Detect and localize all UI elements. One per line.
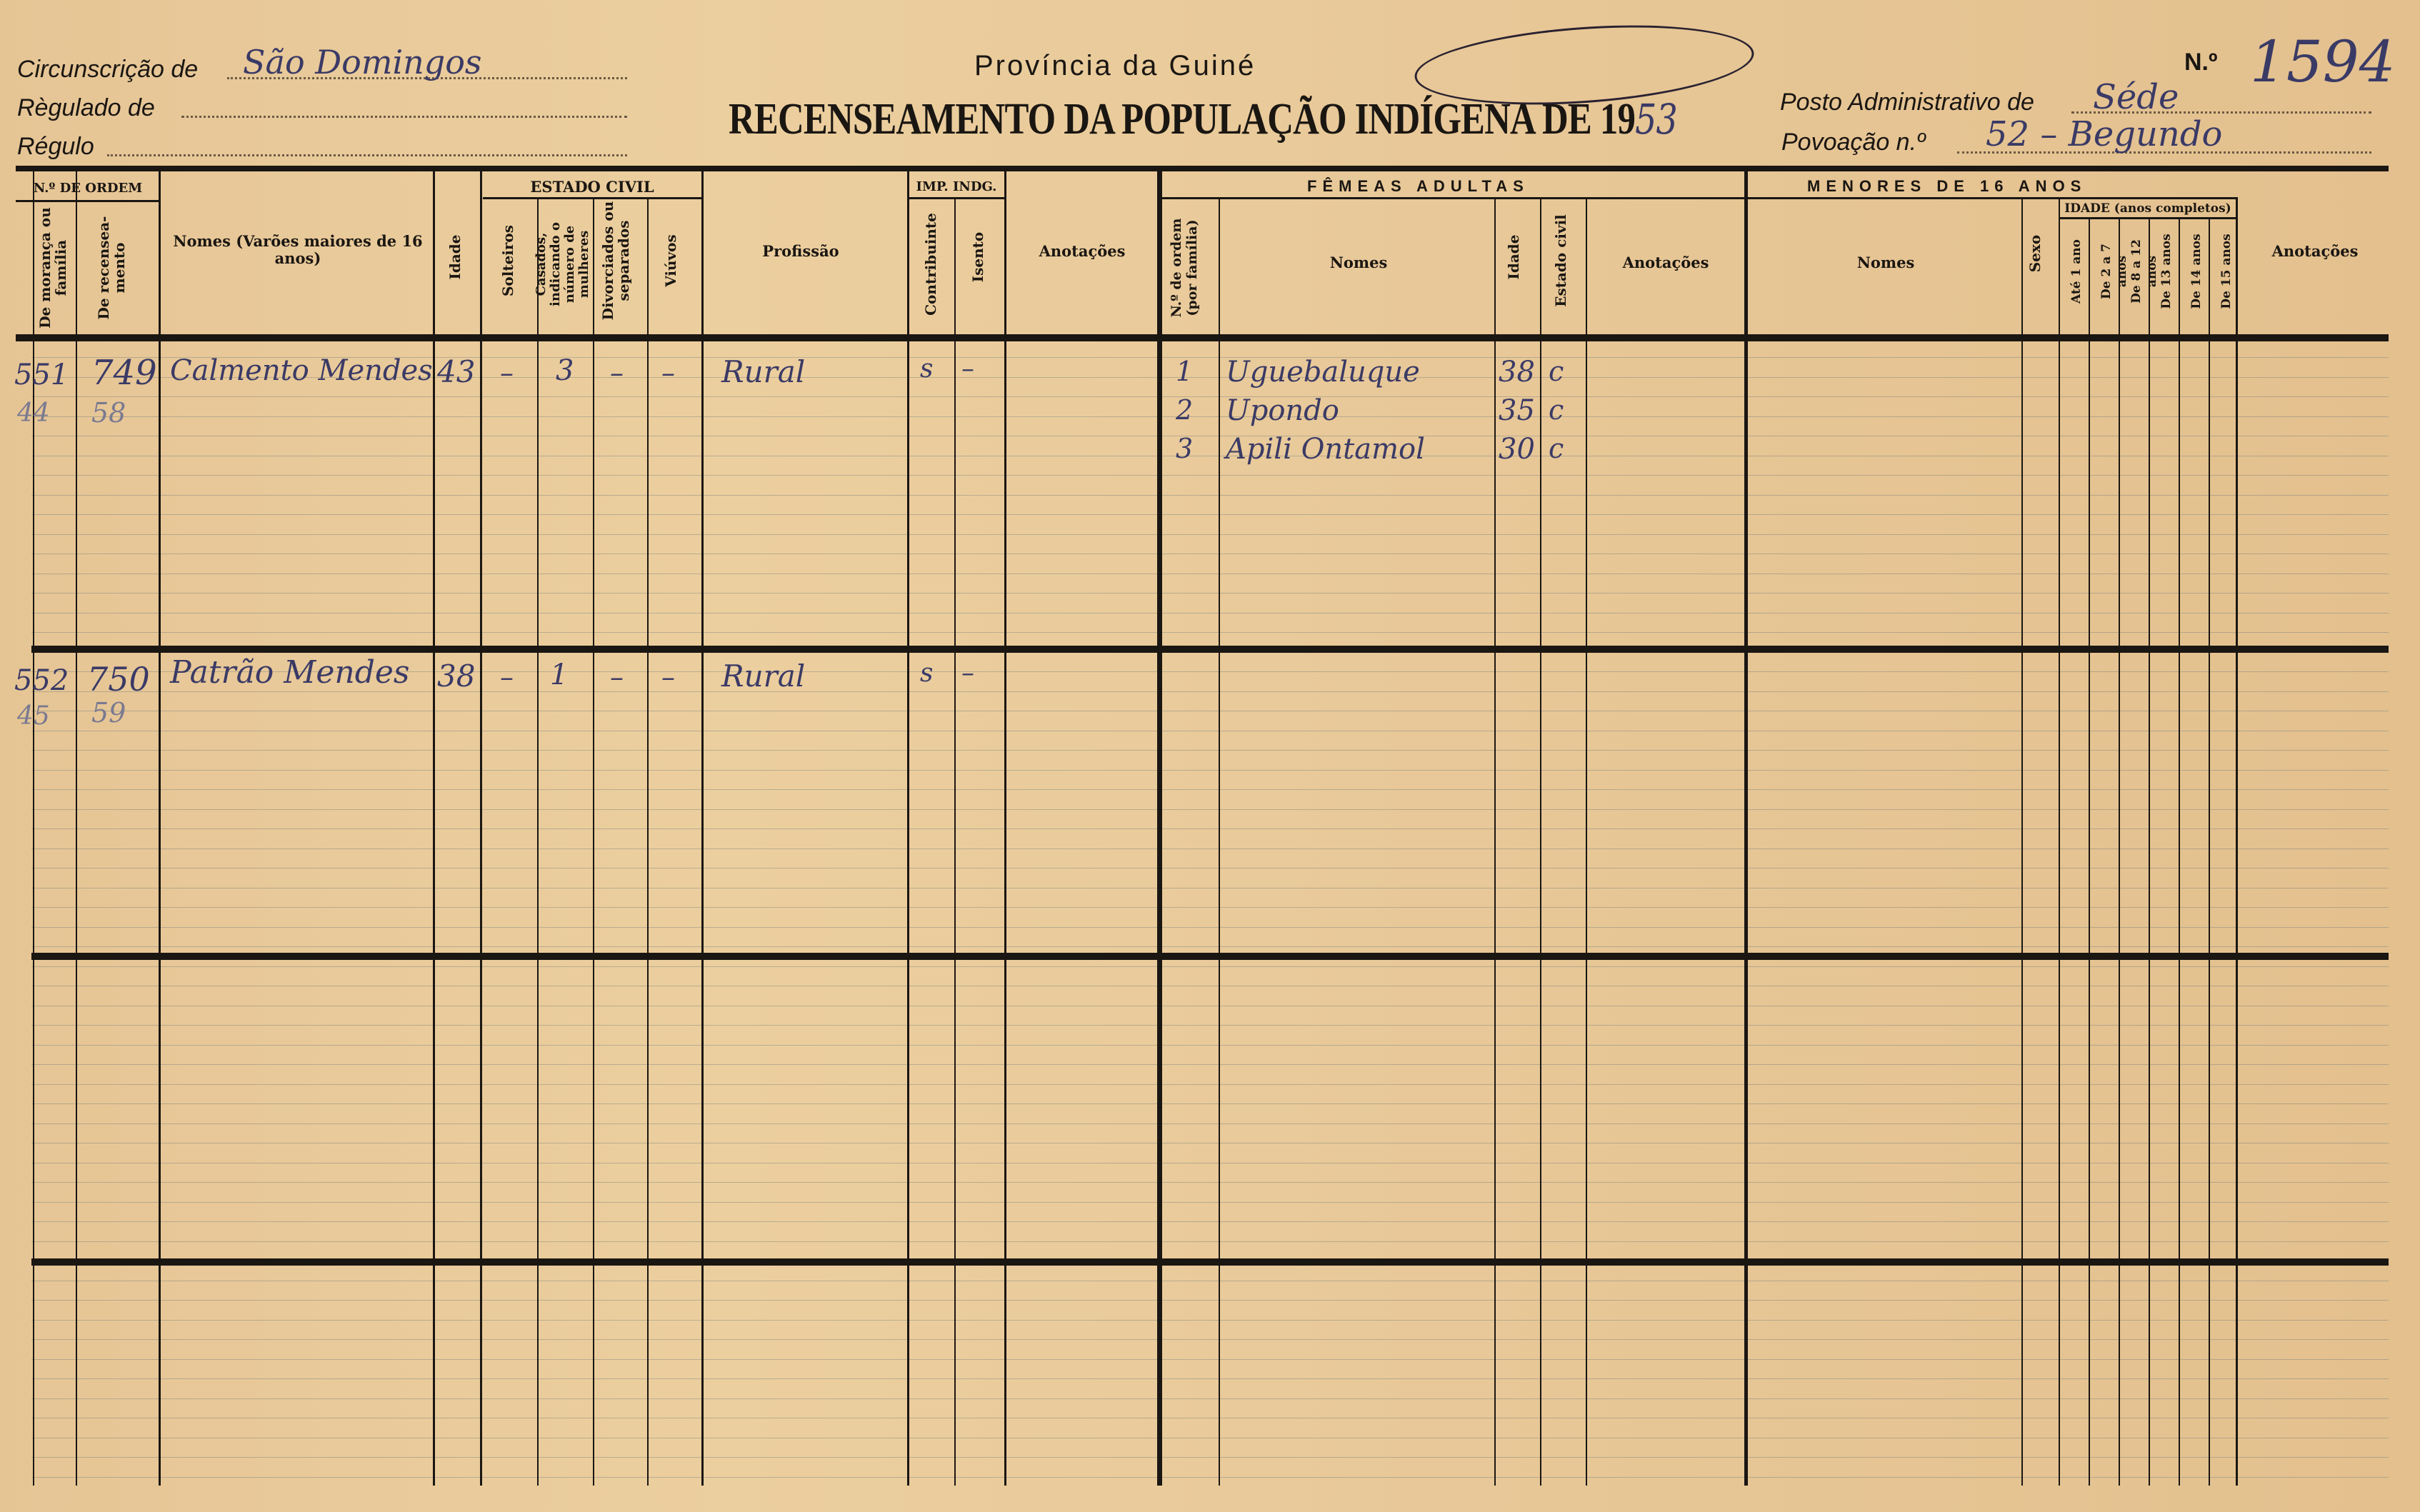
ruled-line: [31, 1378, 2389, 1379]
province-title: Província da Guiné: [974, 50, 1256, 81]
hdr-ate1: Até 1 ano: [2069, 239, 2084, 304]
solteiro-value: –: [500, 661, 514, 693]
male-age: 43: [437, 354, 476, 389]
ruled-line: [31, 593, 2389, 594]
imp-subline: [909, 197, 1004, 199]
column-line: [1219, 197, 1220, 1486]
ruled-line: [31, 1457, 2389, 1458]
ruled-line: [31, 1103, 2389, 1104]
female-name: Apili Ontamol: [1226, 433, 1425, 466]
ruled-line: [31, 1241, 2389, 1242]
female-civil-status: c: [1549, 433, 1564, 464]
hdr-estado-civil: ESTADO CIVIL: [530, 178, 654, 196]
column-line: [433, 169, 435, 1486]
hdr-recenseamento: De recensea-mento: [95, 216, 128, 320]
female-order: 1: [1176, 356, 1194, 387]
ruled-line: [31, 789, 2389, 790]
female-civil-status: c: [1549, 356, 1564, 387]
idade-subline: [2060, 217, 2236, 219]
female-civil-status: c: [1549, 394, 1564, 426]
female-age: 38: [1499, 356, 1535, 389]
hdr-solteiros: Solteiros: [499, 224, 516, 297]
column-line: [159, 169, 161, 1486]
column-line: [537, 197, 539, 1486]
ruled-line: [31, 1123, 2389, 1124]
ruled-line: [31, 534, 2389, 535]
hdr-contribuinte: Contribuinte: [922, 213, 939, 316]
ruled-line: [31, 770, 2389, 771]
ruled-line: [31, 1064, 2389, 1065]
female-age: 30: [1499, 433, 1535, 466]
regulado-label: Règulado de: [17, 94, 155, 121]
ruled-line: [31, 1320, 2389, 1321]
viuvos-value: –: [661, 357, 675, 389]
posto-value: Séde: [2093, 77, 2179, 117]
ruled-line: [31, 1084, 2389, 1085]
hdr-isento: Isento: [969, 231, 986, 283]
section-rule-3: [31, 1258, 2389, 1266]
column-line: [593, 197, 594, 1486]
female-order: 3: [1176, 433, 1194, 464]
femeas-subline: [1161, 197, 1744, 199]
column-line: [954, 197, 956, 1486]
column-line: [2089, 217, 2090, 1486]
recens-sub: 58: [91, 397, 126, 429]
recens-sub: 59: [91, 697, 126, 729]
header-bottom-rule: [16, 334, 2389, 341]
hdr-de8a12: De 8 a 12 anos: [2129, 239, 2159, 304]
ordem-subline: [16, 200, 159, 202]
ruled-line: [31, 1025, 2389, 1026]
circunscricao-label: Circunscrição de: [17, 56, 199, 83]
moranca-number: 551: [14, 359, 69, 391]
ruled-line: [31, 416, 2389, 417]
ruled-line: [31, 828, 2389, 829]
ruled-line: [31, 1202, 2389, 1203]
column-line: [76, 169, 77, 1486]
section-rule-1: [31, 646, 2389, 653]
moranca-sub: 45: [17, 701, 50, 731]
column-line: [2179, 217, 2180, 1486]
column-line: [2149, 217, 2150, 1486]
column-line: [907, 169, 909, 1486]
povoacao-label: Povoação n.º: [1781, 129, 1926, 156]
title-print: RECENSEAMENTO DA POPULAÇÃO INDÍGENA DE 19: [729, 95, 1636, 144]
ruled-line: [31, 1300, 2389, 1301]
column-line: [1744, 169, 1748, 1486]
male-name: Patrão Mendes: [170, 654, 410, 691]
regulo-label: Régulo: [17, 133, 94, 160]
hdr-femeas: FÊMEAS ADULTAS: [1307, 177, 1529, 195]
hdr-casados: Casados, indicando o número de mulheres: [534, 222, 591, 306]
ruled-line: [31, 495, 2389, 496]
female-order: 2: [1176, 394, 1194, 426]
column-line: [1586, 197, 1587, 1486]
ruled-line: [31, 632, 2389, 633]
hdr-idade: Idade: [446, 234, 464, 280]
column-line: [1157, 169, 1162, 1486]
isento-value: –: [961, 659, 974, 688]
column-line: [480, 169, 482, 1486]
ruled-line: [31, 396, 2389, 397]
hdr-ordem-familia: N.º de ordem (por família): [1169, 218, 1200, 318]
hdr-viuvos: Viúvos: [662, 234, 679, 287]
female-age: 35: [1499, 394, 1535, 427]
ruled-line: [31, 613, 2389, 614]
hdr-moranca: De morança ou família: [36, 207, 69, 329]
divorciados-value: –: [610, 357, 624, 389]
hdr-de13: De 13 anos: [2159, 234, 2174, 309]
hdr-nomes-varoes: Nomes (Varões maiores de 16 anos): [173, 232, 423, 267]
hdr-nomes-menores: Nomes: [1856, 254, 1915, 271]
column-line: [647, 197, 649, 1486]
ruled-line: [31, 848, 2389, 849]
male-name: Calmento Mendes: [170, 354, 433, 387]
title-year: 53: [1635, 95, 1677, 144]
hdr-imp: IMP. INDG.: [916, 179, 997, 194]
hdr-anotacoes-1: Anotações: [1039, 242, 1126, 260]
ruled-line: [31, 1398, 2389, 1399]
posto-label: Posto Administrativo de: [1780, 89, 2034, 116]
ruled-line: [31, 1477, 2389, 1478]
section-rule-2: [31, 953, 2389, 960]
hdr-nomes-femeas: Nomes: [1329, 254, 1388, 271]
column-line: [2119, 217, 2120, 1486]
column-line: [2059, 197, 2060, 1486]
ruled-line: [31, 514, 2389, 515]
female-name: Upondo: [1226, 394, 1339, 427]
regulado-dots: [181, 116, 627, 118]
moranca-sub: 44: [17, 399, 50, 428]
moranca-number: 552: [14, 664, 69, 697]
hdr-de14: De 14 anos: [2189, 234, 2204, 309]
column-line: [1494, 197, 1496, 1486]
casados-value: 3: [556, 354, 574, 387]
hdr-ordem: N.º DE ORDEM: [33, 181, 143, 196]
viuvos-value: –: [661, 661, 675, 693]
hdr-idade-femeas: Idade: [1505, 234, 1522, 280]
column-line: [2236, 197, 2238, 1486]
ruled-line: [31, 809, 2389, 810]
male-age: 38: [437, 659, 476, 694]
profissao-value: Rural: [721, 354, 806, 389]
solteiro-value: –: [500, 357, 514, 389]
column-line: [1004, 169, 1006, 1486]
regulo-dots: [107, 154, 627, 156]
ruled-line: [31, 927, 2389, 928]
contribuinte-value: s: [920, 659, 934, 688]
column-line: [2021, 197, 2023, 1486]
hdr-sexo: Sexo: [2026, 234, 2044, 273]
hdr-idade-anos: IDADE (anos completos): [2064, 201, 2231, 216]
ruled-line: [31, 1221, 2389, 1222]
divorciados-value: –: [610, 661, 624, 693]
circunscricao-value: São Domingos: [243, 43, 482, 81]
column-line: [1540, 197, 1541, 1486]
ruled-line: [31, 1339, 2389, 1340]
top-rule: [16, 166, 2389, 171]
estado-subline: [483, 197, 701, 199]
isento-value: –: [961, 354, 974, 384]
menores-subline: [1747, 197, 2236, 199]
ruled-line: [31, 966, 2389, 967]
ruled-line: [31, 750, 2389, 751]
povoacao-value: 52 – Begundo: [1986, 114, 2223, 154]
column-line: [701, 169, 704, 1486]
number-label: N.º: [2184, 49, 2218, 76]
hdr-profissao: Profissão: [762, 242, 839, 260]
hdr-divorciados: Divorciados ou separados: [599, 201, 632, 321]
contribuinte-value: s: [920, 354, 934, 384]
census-title: [729, 94, 1677, 145]
female-name: Uguebaluque: [1226, 356, 1420, 389]
recens-number: 750: [87, 660, 150, 699]
ruled-line: [31, 1182, 2389, 1183]
number-value: 1594: [2250, 29, 2396, 95]
recens-number: 749: [91, 353, 157, 393]
hdr-de15: De 15 anos: [2219, 234, 2234, 309]
ruled-line: [31, 907, 2389, 908]
ruled-line: [31, 691, 2389, 692]
hdr-menores: MENORES DE 16 ANOS: [1807, 177, 2087, 195]
hdr-estado-civil-femeas: Estado civil: [1552, 214, 1569, 307]
column-line: [2209, 217, 2210, 1486]
ruled-line: [31, 946, 2389, 947]
hdr-de2a7: De 2 a 7 anos: [2099, 244, 2129, 299]
profissao-value: Rural: [721, 659, 806, 694]
casados-value: 1: [550, 659, 569, 691]
hdr-anotacoes-3: Anotações: [2271, 242, 2359, 260]
ruled-line: [31, 1359, 2389, 1360]
hdr-anotacoes-2: Anotações: [1622, 254, 1709, 271]
ruled-line: [31, 1045, 2389, 1046]
ruled-line: [31, 475, 2389, 476]
